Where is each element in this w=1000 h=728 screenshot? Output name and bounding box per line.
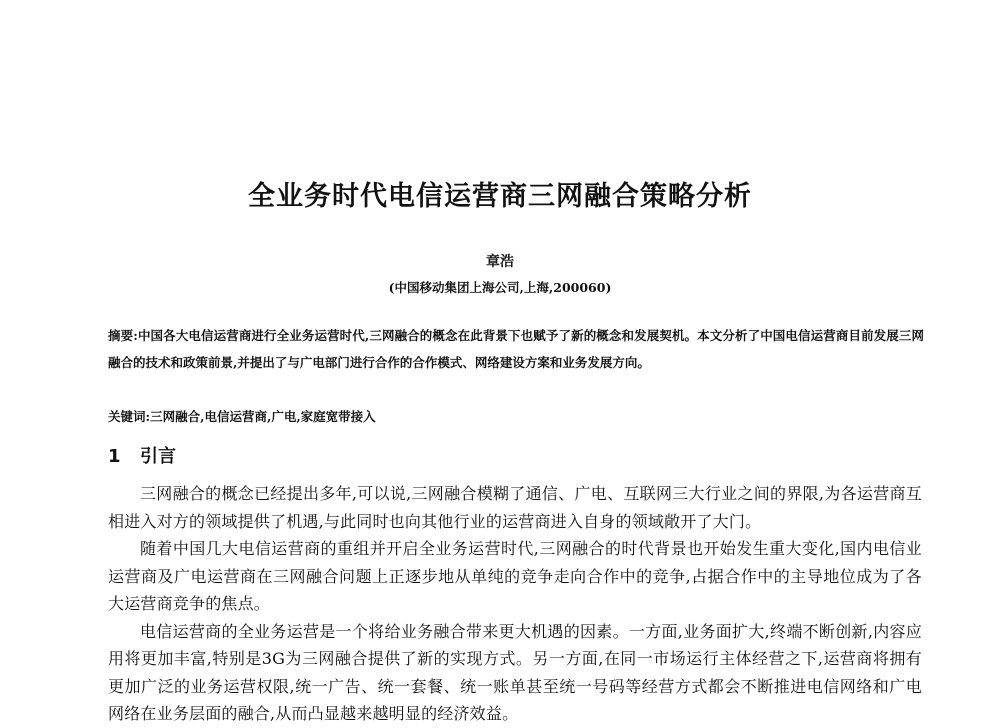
section-heading [108,442,176,468]
abstract-text: 中国各大电信运营商进行全业务运营时代,三网融合的概念在此背景下也赋予了新的概念和发展契机。本文分析了中国电信运营商目前发展三网融合的技术和政策前景,并提出了与广电部门进行合作的合作模式、网络建设方案和业务发展方向。 [108,328,924,370]
body-text [108,480,922,728]
paragraph: 三网融合的概念已经提出多年,可以说,三网融合模糊了通信、广电、互联网三大行业之间的界限,为各运营商互相进入对方的领域提供了机遇,与此同时也向其他行业的运营商进入自身的领域敞开了大门。 [108,484,922,531]
abstract-label: 摘要: [108,328,138,343]
author-name: 章浩 [486,254,514,270]
paragraph: 随着中国几大电信运营商的重组并开启全业务运营时代,三网融合的时代背景也开始发生重大变化,国内电信业运营商及广电运营商在三网融合问题上正逐步地从单纯的竞争走向合作中的竞争,占据合作中的主导地位成为了各大运营商竞争的焦点。 [108,539,922,613]
author-affiliation: (中国移动集团上海公司,上海,200060) [388,280,612,295]
paper-title: 全业务时代电信运营商三网融合策略分析 [248,181,752,212]
keywords-label: 关键词: [108,409,151,424]
abstract [108,322,924,376]
section-number: 1 [108,446,121,467]
paragraph: 电信运营商的全业务运营是一个将给业务融合带来更大机遇的因素。一方面,业务面扩大,终端不断创新,内容应用将更加丰富,特别是3G为三网融合提供了新的实现方式。另一方面,在同一市场运行主体经营之下,运营商将拥有更加广泛的业务运营权限,统一广告、统一套餐、统一账单甚至统一号码等经营方式都会不断推进电信网络和广电网络在业务层面的融合,从而凸显越来越明显的经济效益。 [108,621,922,723]
keywords [108,403,924,430]
section-title: 引言 [140,446,176,467]
keywords-text: 三网融合,电信运营商,广电,家庭宽带接入 [150,409,376,424]
